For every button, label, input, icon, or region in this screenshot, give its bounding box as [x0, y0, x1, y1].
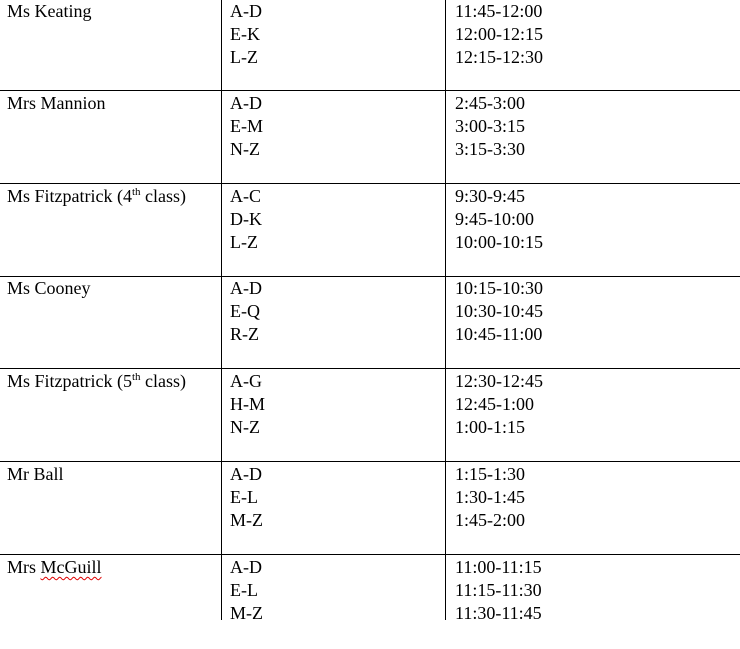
teacher-name	[7, 277, 91, 300]
surname-groups	[230, 92, 263, 161]
teacher-name-text: Ms Cooney	[7, 278, 91, 298]
time-slot: 1:15-1:30	[455, 464, 525, 484]
teacher-name-text: Ms Fitzpatrick (5	[7, 371, 132, 391]
group-range: A-D	[230, 278, 262, 298]
group-range: A-D	[230, 93, 262, 113]
teacher-name	[7, 556, 102, 579]
teacher-name	[7, 92, 106, 115]
group-range: E-Q	[230, 301, 260, 321]
group-range: L-Z	[230, 47, 258, 67]
teacher-name-text: Ms Fitzpatrick (4	[7, 186, 132, 206]
teacher-class-text: class)	[140, 371, 187, 391]
teacher-class-text: class)	[140, 186, 187, 206]
group-range: H-M	[230, 394, 265, 414]
time-slots	[455, 556, 542, 625]
time-slots	[455, 92, 525, 161]
surname-groups	[230, 463, 263, 532]
teacher-name-text: Ms Keating	[7, 1, 92, 21]
ordinal-suffix: th	[131, 371, 141, 383]
group-range: E-K	[230, 24, 260, 44]
group-range: R-Z	[230, 324, 259, 344]
time-slots	[455, 185, 543, 254]
surname-groups	[230, 277, 262, 346]
teacher-name-text: Mrs Mannion	[7, 93, 106, 113]
teacher-name-text: Mr Ball	[7, 464, 64, 484]
time-slot: 10:30-10:45	[455, 301, 543, 321]
group-range: A-D	[230, 1, 262, 21]
teacher-name	[7, 0, 92, 23]
time-slot: 12:15-12:30	[455, 47, 543, 67]
teacher-name	[7, 463, 64, 486]
time-slot: 10:15-10:30	[455, 278, 543, 298]
time-slots	[455, 463, 525, 532]
group-range: D-K	[230, 209, 262, 229]
time-slot: 11:00-11:15	[455, 557, 542, 577]
time-slot: 1:30-1:45	[455, 487, 525, 507]
table-row	[0, 556, 740, 649]
surname-groups	[230, 0, 262, 69]
time-slots	[455, 277, 543, 346]
group-range: A-G	[230, 371, 262, 391]
time-slot: 10:00-10:15	[455, 232, 543, 252]
time-slot: 1:45-2:00	[455, 510, 525, 530]
surname-groups	[230, 370, 265, 439]
table-row	[0, 277, 740, 370]
time-slot: 3:15-3:30	[455, 139, 525, 159]
time-slot: 11:15-11:30	[455, 580, 542, 600]
group-range: A-D	[230, 557, 262, 577]
time-slot: 12:30-12:45	[455, 371, 543, 391]
table-row	[0, 463, 740, 556]
time-slot: 9:30-9:45	[455, 186, 525, 206]
teacher-name	[7, 185, 186, 208]
table-row	[0, 92, 740, 185]
time-slots	[455, 370, 543, 439]
surname-groups	[230, 556, 263, 625]
teacher-name	[7, 370, 186, 393]
time-slots	[455, 0, 543, 69]
group-range: L-Z	[230, 232, 258, 252]
time-slot: 12:45-1:00	[455, 394, 534, 414]
group-range: M-Z	[230, 603, 263, 623]
group-range: M-Z	[230, 510, 263, 530]
time-slot: 2:45-3:00	[455, 93, 525, 113]
group-range: A-C	[230, 186, 261, 206]
group-range: E-M	[230, 116, 263, 136]
time-slot: 11:30-11:45	[455, 603, 542, 623]
time-slot: 10:45-11:00	[455, 324, 543, 344]
time-slot: 9:45-10:00	[455, 209, 534, 229]
time-slot: 3:00-3:15	[455, 116, 525, 136]
table-row	[0, 185, 740, 278]
time-slot: 12:00-12:15	[455, 24, 543, 44]
spellcheck-flagged-word: McGuill	[40, 557, 102, 577]
group-range: A-D	[230, 464, 262, 484]
group-range: N-Z	[230, 139, 260, 159]
ordinal-suffix: th	[131, 186, 141, 198]
surname-groups	[230, 185, 262, 254]
group-range: E-L	[230, 487, 258, 507]
group-range: E-L	[230, 580, 258, 600]
time-slot: 1:00-1:15	[455, 417, 525, 437]
group-range: N-Z	[230, 417, 260, 437]
time-slot: 11:45-12:00	[455, 1, 543, 21]
teacher-name-text: Mrs	[7, 557, 41, 577]
table-row	[0, 0, 740, 93]
table-row	[0, 370, 740, 463]
